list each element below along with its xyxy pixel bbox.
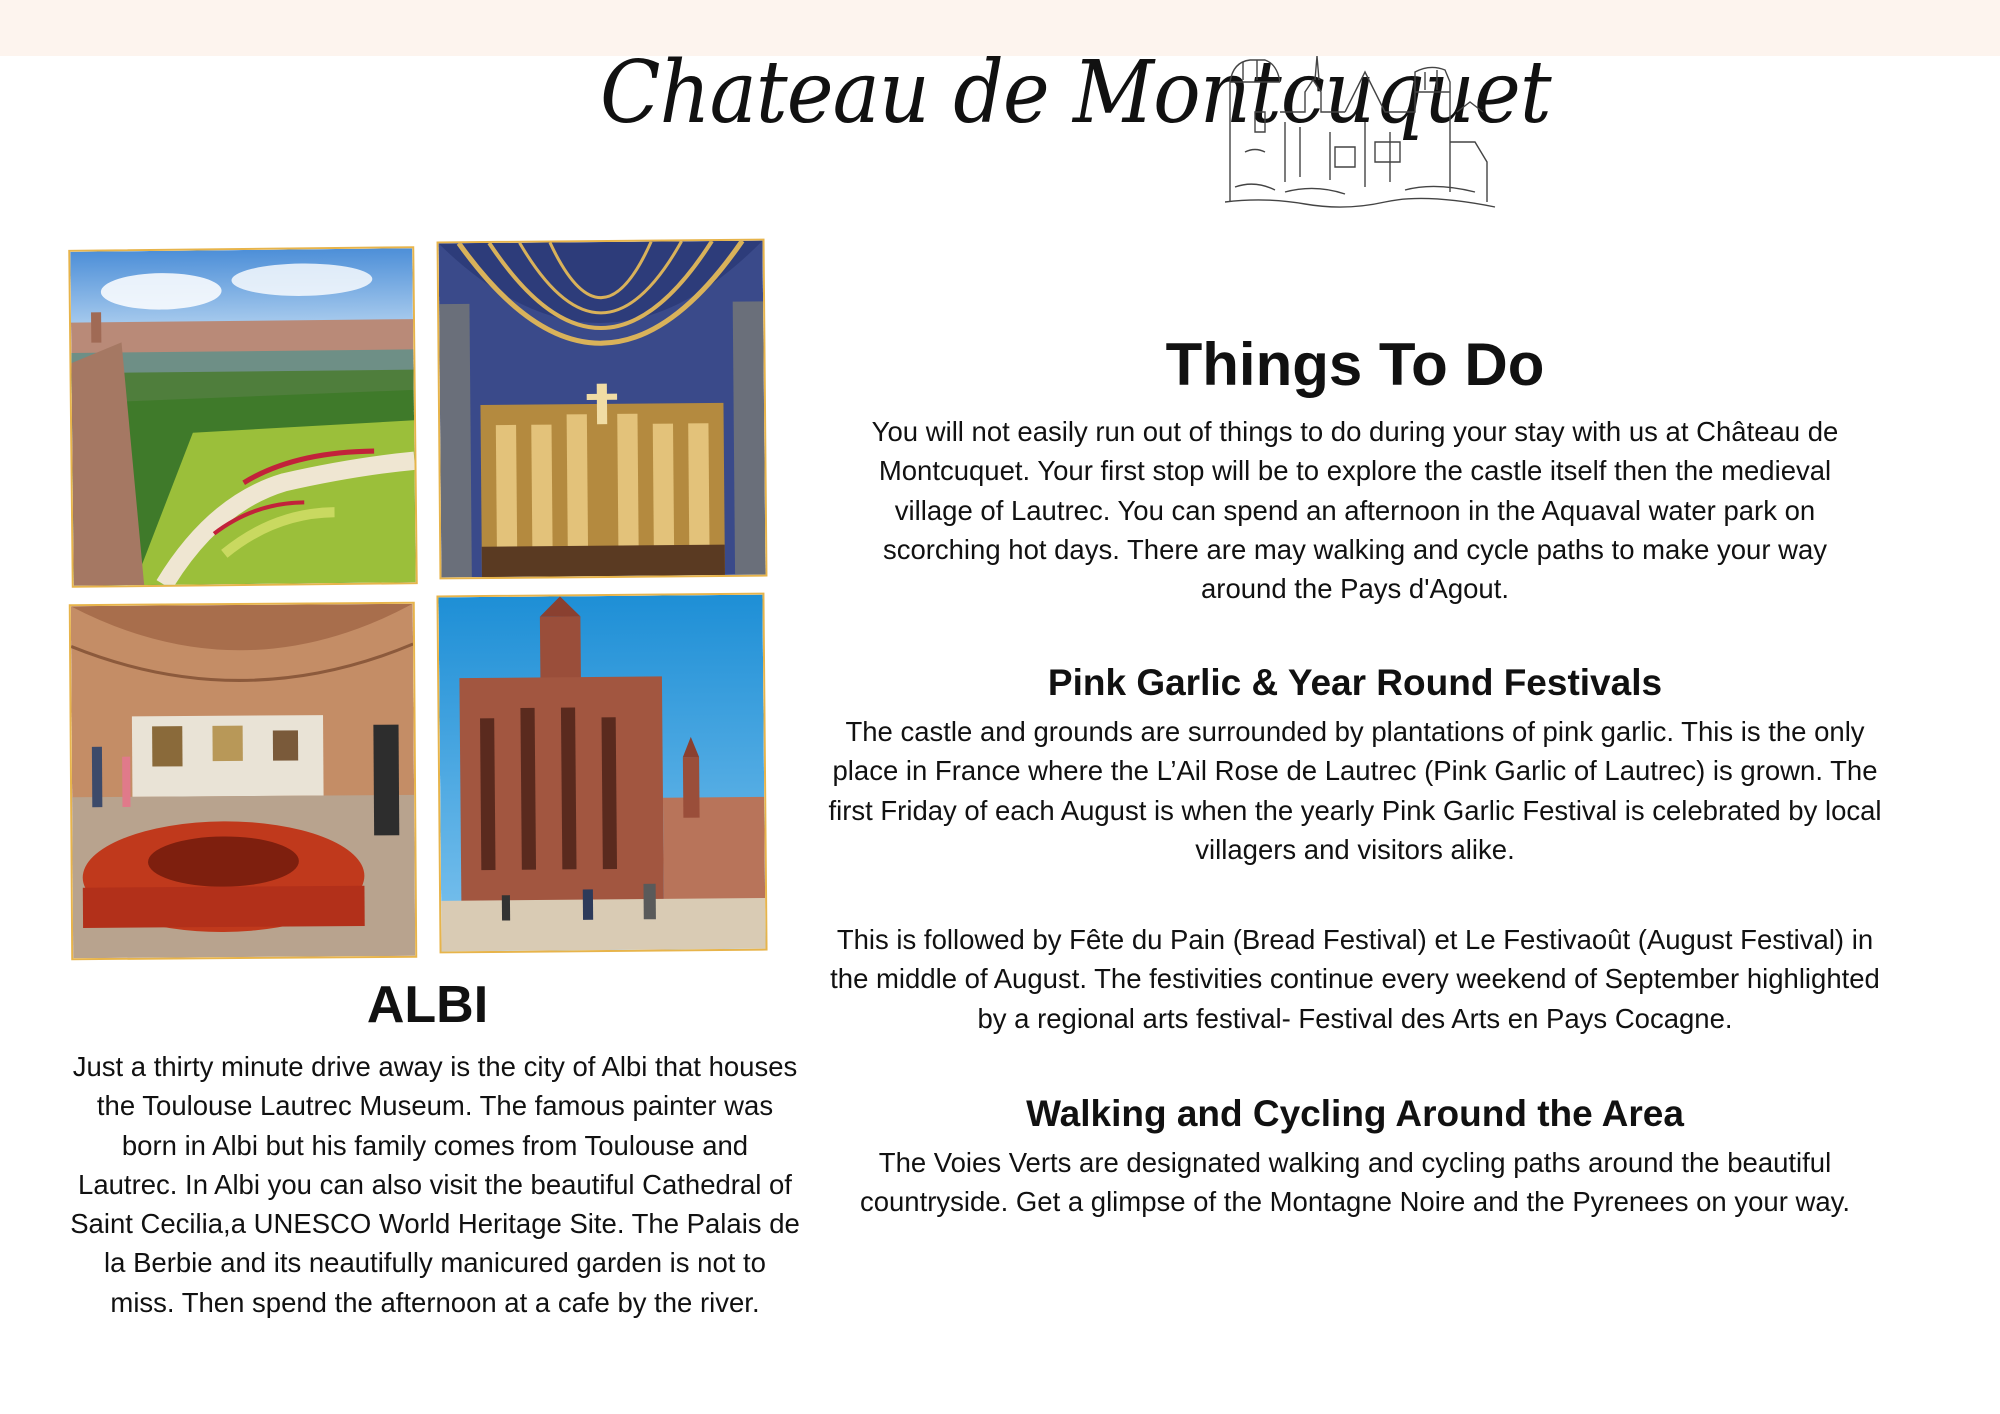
walking-cycling-text: The Voies Verts are designated walking and cycling paths around the beautiful countryside. Get a glimpse of the Montagne Noire and the Pyrenees on your way. [859, 1147, 1851, 1218]
things-to-do-title: Things To Do [1165, 331, 1545, 398]
pink-garlic-title: Pink Garlic & Year Round Festivals [1047, 662, 1663, 703]
museum-gallery-photo [69, 602, 417, 960]
cathedral-interior-photo [437, 239, 768, 580]
albi-text: Just a thirty minute drive away is the city of Albi that houses the Toulouse Lautrec Museum. The famous painter was born in Albi but his family comes from Toulouse and Lautrec. In Albi you can also visit the beautiful Cathedral of Saint Cecilia,a UNESCO World Heritage Site. The Palais de la Berbie and its neautifully manicured garden is not to miss. Then spend the afternoon at a cafe by the river. [70, 1051, 800, 1318]
castle-sketch-logo [1225, 52, 1505, 212]
pink-garlic-text: The castle and grounds are surrounded by plantations of pink garlic. This is the only place in France where the L’Ail Rose de Lautrec (Pink Garlic of Lautrec) is grown. The first Friday of each August is when the yearly Pink Garlic Festival is celebrated by local villagers and visitors alike. [828, 716, 1882, 865]
walking-cycling-title: Walking and Cycling Around the Area [1026, 1093, 1684, 1134]
albi-title: ALBI [366, 976, 489, 1034]
garden-river-photo [68, 246, 418, 588]
things-intro-text: You will not easily run out of things to do during your stay with us at Château de Montcuquet. Your first stop will be to explore the castle itself then the medieval village of Lautrec. You can spend an afternoon in the Aquaval water park on scorching hot days. There are may walking and cycle paths to make your way around the Pays d'Agout. [871, 416, 1839, 605]
logo-text: Chateau de Montcuquet [600, 43, 1551, 143]
cathedral-exterior-photo [436, 593, 767, 954]
festivals-text: This is followed by Fête du Pain (Bread Festival) et Le Festivaoût (August Festival) in the middle of August. The festivities continue every weekend of September highlighted by a regional arts festival- Festival des Arts en Pays Cocagne. [830, 924, 1880, 1034]
